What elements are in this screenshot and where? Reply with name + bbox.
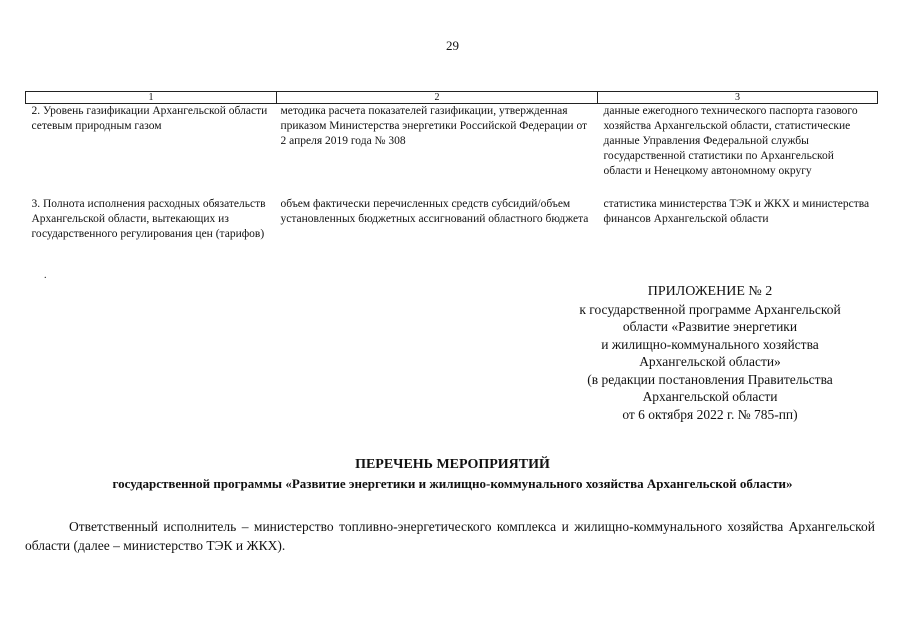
column-header-3: 3 bbox=[598, 92, 878, 104]
method-cell: объем фактически перечисленных средств субсидий/объем установленных бюджетных ассигнований областного бюджета bbox=[280, 198, 589, 225]
stray-mark: . bbox=[44, 270, 47, 281]
appendix-line: Архангельской области bbox=[642, 389, 778, 404]
indicator-cell: 3. Полнота исполнения расходных обязательств Архангельской области, вытекающих из государственного регулирования цен (тарифов) bbox=[31, 198, 266, 240]
source-cell: статистика министерства ТЭК и ЖКХ и министерства финансов Архангельской области bbox=[603, 198, 870, 225]
appendix-line: области «Развитие энергетики bbox=[622, 319, 798, 334]
method-cell: методика расчета показателей газификации, утвержденная приказом Министерства энергетики Российской Федерации от 2 апреля 2019 года № 308 bbox=[280, 105, 588, 147]
list-subtitle: государственной программы «Развитие энергетики и жилищно-коммунального хозяйства Архангельской области» bbox=[112, 476, 793, 491]
responsible-executor-paragraph: Ответственный исполнитель – министерство топливно-энергетического комплекса и жилищно-коммунального хозяйства Архангельской области (далее – министерство ТЭК и ЖКХ). bbox=[25, 519, 875, 553]
table-row bbox=[26, 104, 878, 198]
indicators-table bbox=[25, 91, 878, 260]
source-cell: данные ежегодного технического паспорта газового хозяйства Архангельской области, статистические данные Управления Федеральной службы государственной статистики по Архангельской области и Ненецкому автономному округу bbox=[603, 105, 858, 177]
column-header-2: 2 bbox=[277, 92, 598, 104]
appendix-line: к государственной программе Архангельской bbox=[579, 301, 841, 317]
appendix-line: и жилищно-коммунального хозяйства bbox=[601, 336, 819, 352]
appendix-line: Архангельской области» bbox=[639, 354, 781, 369]
column-header-1: 1 bbox=[26, 92, 277, 104]
appendix-line: от 6 октября 2022 г. № 785-пп) bbox=[622, 406, 798, 422]
appendix-line: (в редакции постановления Правительства bbox=[587, 371, 833, 387]
appendix-title: ПРИЛОЖЕНИЕ № 2 bbox=[647, 284, 773, 299]
indicator-cell: 2. Уровень газификации Архангельской области сетевым природным газом bbox=[31, 105, 268, 132]
page-number: 29 bbox=[446, 38, 459, 53]
appendix-block bbox=[555, 283, 865, 423]
list-title: ПЕРЕЧЕНЬ МЕРОПРИЯТИЙ bbox=[355, 457, 550, 472]
table-row bbox=[26, 197, 878, 260]
table-header-row bbox=[26, 92, 878, 104]
